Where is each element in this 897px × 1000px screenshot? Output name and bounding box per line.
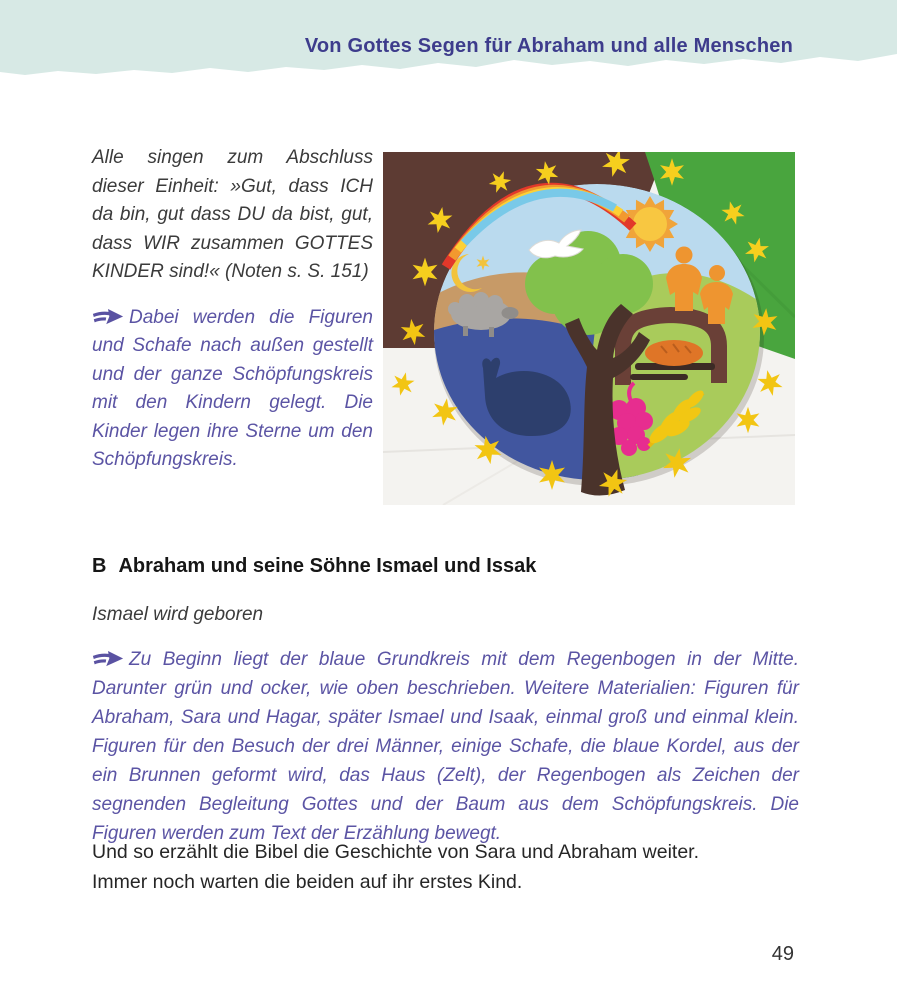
section-subheading: Ismael wird geboren: [92, 604, 264, 625]
creation-circle-photo: [383, 152, 795, 505]
arrow-icon: [92, 647, 124, 663]
body-line-2: Immer noch warten die beiden auf ihr erstes Kind.: [92, 870, 523, 893]
page-number: 49: [771, 943, 794, 965]
arrow-icon: [92, 306, 124, 322]
section-instruction: [92, 645, 799, 848]
section-heading-text: Abraham und seine Söhne Ismael und Issak: [118, 555, 537, 577]
intro-instruction: [92, 304, 373, 475]
intro-instruction-text: Dabei werden die Figuren und Schafe nach außen gestellt und der ganze Schöpfungskreis mit den Kindern gelegt. Die Kinder legen ihre Sterne um den Schöpfungskreis.: [92, 306, 373, 470]
body-line-1: Und so erzählt die Bibel die Geschichte von Sara und Abraham weiter.: [92, 841, 700, 863]
section-heading-label: B: [92, 555, 107, 577]
intro-paragraph: Alle singen zum Abschluss dieser Einheit: »Gut, dass ICH da bin, gut dass DU da bist, gut, dass WIR zusammen GOTTES KINDER sind!« (Noten s. S. 151): [92, 147, 373, 282]
page-title: Von Gottes Segen für Abraham und alle Menschen: [304, 35, 793, 57]
section-heading: [92, 555, 536, 578]
intro-column: [92, 144, 373, 475]
body-text: [92, 838, 699, 897]
section-instruction-text: Zu Beginn liegt der blaue Grundkreis mit dem Regenbogen in der Mitte. Darunter grün und ocker, wie oben beschrieben. Weitere Materialien: Figuren für Abraham, Sara und Hagar, später Ismael und Isaak, einmal groß und einmal klein. Figuren für den Besuch der drei Männer, einige Schafe, die blaue Kordel, aus der ein Brunnen geformt wird, das Haus (Zelt), der Regenbogen als Zeichen der segnenden Begleitung Gottes und der Baum aus dem Schöpfungskreis. Die Figuren werden zum Text der Erzählung bewegt.: [92, 649, 799, 844]
